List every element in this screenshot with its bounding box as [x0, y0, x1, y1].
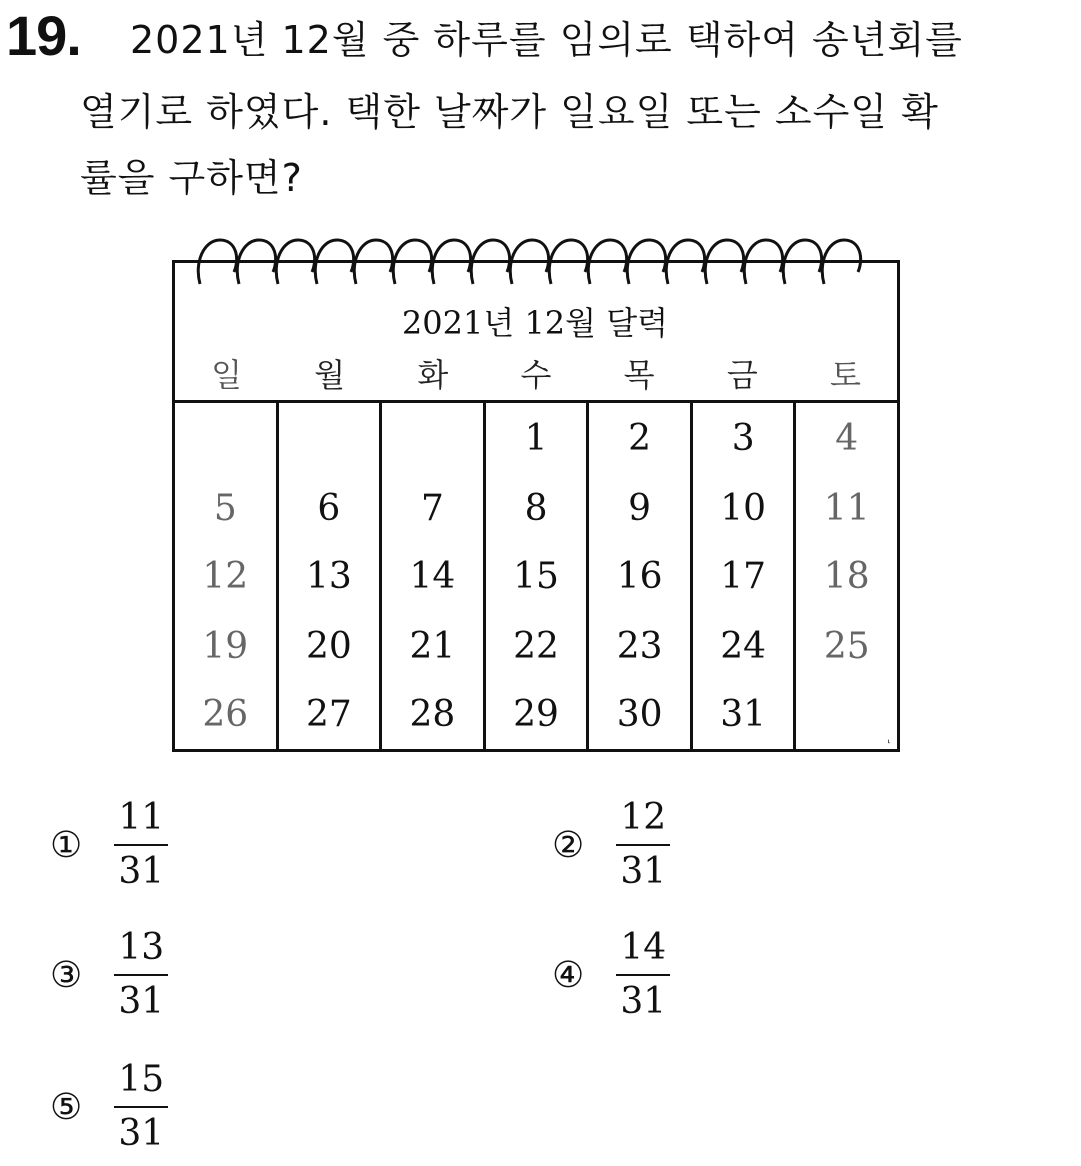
fraction [114, 1060, 168, 1154]
calendar-figure [172, 232, 898, 750]
numerator: 11 [118, 797, 165, 838]
spiral-loop [471, 240, 509, 284]
fraction [616, 798, 670, 892]
weekday-mon: 월 [314, 356, 346, 394]
weekday-tue: 화 [417, 356, 449, 394]
spiral-loop [666, 240, 704, 284]
date-cell: 12 [202, 556, 249, 597]
weekday-fri: 금 [726, 356, 758, 394]
date-grid [175, 403, 897, 749]
choice-marker: ② [552, 824, 585, 866]
weekday-thu: 목 [623, 356, 655, 394]
question-text-line-1: 2021년 12월 중 하루를 임의로 택하여 송년회를 [130, 18, 963, 62]
calendar-title: 2021년 12월 달력 [401, 304, 669, 342]
spiral-loop [549, 240, 587, 284]
date-cell: 10 [720, 488, 767, 529]
spiral-loop [198, 240, 236, 284]
spiral-binding-icon [192, 232, 892, 290]
weekday-wed: 수 [520, 356, 552, 394]
fraction-bar [616, 974, 670, 976]
spiral-loop [315, 240, 353, 284]
date-cell: 1 [524, 418, 548, 459]
date-cell: 16 [616, 556, 663, 597]
numerator: 14 [620, 927, 667, 968]
date-cell: 15 [513, 556, 559, 597]
date-cell: 28 [409, 694, 456, 735]
date-cell: 30 [616, 694, 663, 735]
date-cell: 8 [524, 488, 548, 529]
weekday-sat: 토 [829, 356, 861, 394]
denominator: 31 [620, 981, 667, 1022]
date-cell: 22 [513, 626, 559, 667]
spiral-loop [510, 240, 548, 284]
date-cell: 17 [720, 556, 767, 597]
choice-5[interactable] [50, 1060, 168, 1154]
choice-marker: ③ [50, 954, 83, 996]
date-cell: 24 [720, 626, 767, 667]
date-cell: 6 [317, 488, 341, 529]
date-column-thu [586, 403, 690, 749]
choice-3[interactable] [50, 928, 168, 1022]
spiral-loop [744, 240, 782, 284]
date-column-sun [175, 403, 276, 749]
date-cell: 9 [628, 488, 652, 529]
date-cell: 21 [409, 626, 456, 667]
question-text-line-3: 률을 구하면? [80, 156, 303, 200]
spiral-loop [705, 240, 743, 284]
date-cell: 2 [628, 418, 652, 459]
denominator: 31 [118, 981, 165, 1022]
date-cell: 14 [409, 556, 456, 597]
question-text-line-2: 열기로 하였다. 택한 날짜가 일요일 또는 소수일 확 [80, 90, 939, 134]
date-cell: 18 [823, 556, 870, 597]
spiral-loop [588, 240, 626, 284]
choice-4[interactable] [552, 928, 670, 1022]
date-column-tue [379, 403, 483, 749]
weekday-sun: 일 [211, 356, 243, 394]
choice-marker: ⑤ [50, 1086, 83, 1128]
denominator: 31 [118, 1113, 165, 1154]
spiral-loop [432, 240, 470, 284]
date-column-mon [276, 403, 380, 749]
numerator: 13 [118, 927, 165, 968]
choice-1[interactable] [50, 798, 168, 892]
fraction [114, 798, 168, 892]
spiral-loop [822, 240, 860, 284]
date-cell: 27 [305, 694, 352, 735]
spiral-loop [276, 240, 314, 284]
fraction-bar [114, 844, 168, 846]
spiral-loop [237, 240, 275, 284]
date-cell: 4 [835, 418, 859, 459]
date-cell: 26 [202, 694, 249, 735]
choice-marker: ① [50, 824, 83, 866]
date-column-fri [690, 403, 794, 749]
spiral-loop [783, 240, 821, 284]
denominator: 31 [118, 851, 165, 892]
fraction [616, 928, 670, 1022]
fraction-bar [114, 1106, 168, 1108]
choice-marker: ④ [552, 954, 585, 996]
weekday-header [175, 350, 897, 400]
date-cell: 13 [305, 556, 352, 597]
date-cell: 29 [513, 694, 559, 735]
date-cell: 25 [823, 626, 870, 667]
numerator: 15 [118, 1059, 165, 1100]
date-column-sat [793, 403, 897, 749]
date-cell: 11 [823, 488, 870, 529]
numerator: 12 [620, 797, 667, 838]
date-cell: 5 [213, 488, 237, 529]
fraction-bar [616, 844, 670, 846]
date-column-wed [483, 403, 587, 749]
question-number: 19. [6, 4, 81, 67]
spiral-loop [627, 240, 665, 284]
fraction-bar [114, 974, 168, 976]
spiral-loop [354, 240, 392, 284]
date-cell: 23 [616, 626, 663, 667]
date-cell: 31 [720, 694, 767, 735]
date-cell: 3 [731, 418, 755, 459]
spiral-loop [393, 240, 431, 284]
date-cell: 19 [202, 626, 249, 667]
date-cell: 7 [420, 488, 444, 529]
choice-2[interactable] [552, 798, 670, 892]
fraction [114, 928, 168, 1022]
corner-mark: ⸤ [887, 734, 892, 745]
denominator: 31 [620, 851, 667, 892]
date-cell: 20 [305, 626, 352, 667]
